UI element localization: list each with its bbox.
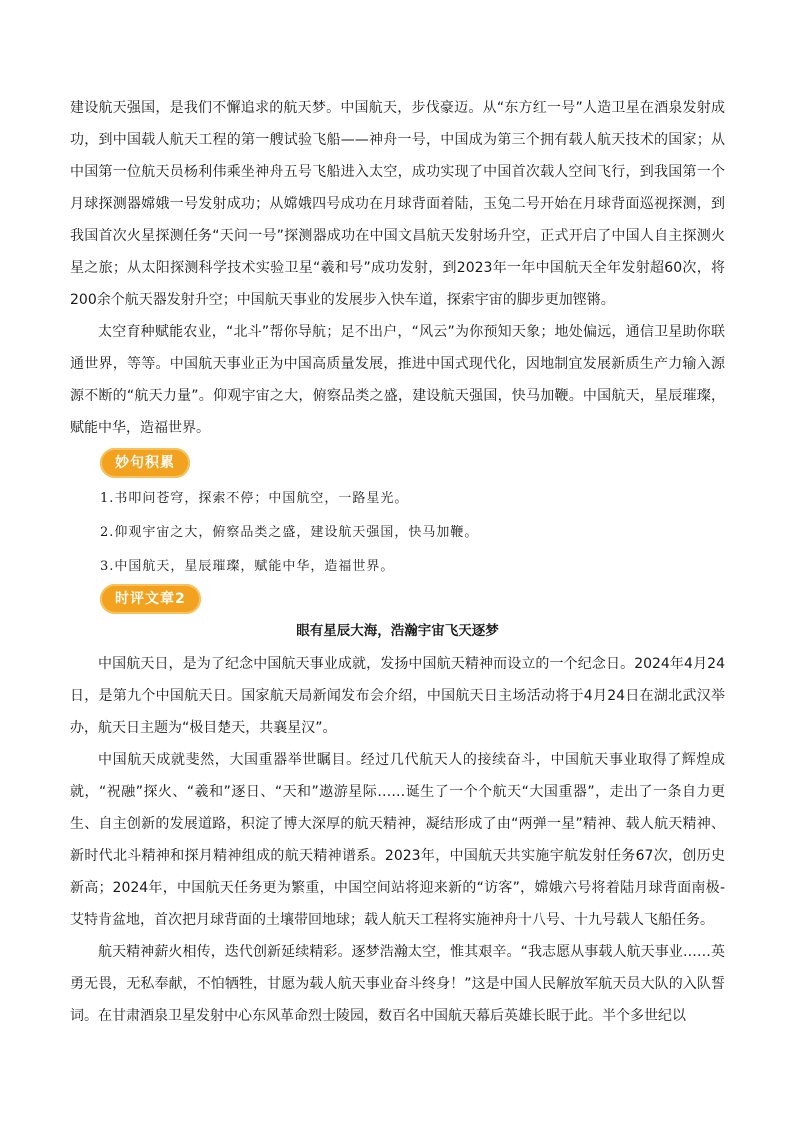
article-title: 眼有星辰大海，浩瀚宇宙飞天逐梦 — [296, 623, 499, 639]
section-badge-quotes: 妙句积累 — [100, 448, 190, 478]
paragraph-1: 建设航天强国，是我们不懈追求的航天梦。中国航天，步伐豪迈。从“东方红一号”人造卫星在酒泉发射成功，到中国载人航天工程的第一艘试验飞船——神舟一号，中国成为第三个拥有载人航天技术的国家；从中国第一位航天员杨利伟乘坐神舟五号飞船进入太空，成功实现了中国首次载人空间飞行，到我国第一个月球探测器嫦娥一号发射成功；从嫦娥四号成功在月球背面着陆，玉兔二号开始在月球背面巡视探测，到我国首次火星探测任务“天问一号”探测器成功在中国文昌航天发射场升空，正式开启了中国人自主探测火星之旅；从太阳探测科学技术实验卫星“羲和号”成功发射，到2023年一年中国航天全年发射超60次，将200余个航天器发射升空；中国航天事业的发展步入快车道，探索宇宙的脚步更加铿锵。 — [70, 100, 725, 308]
quote-item-2: 2.仰观宇宙之大，俯察品类之盛，建设航天强国，快马加鞭。 — [100, 525, 479, 540]
document-content — [70, 92, 725, 1032]
article-paragraph-2: 中国航天成就斐然，大国重器举世瞩目。经过几代航天人的接续奋斗，中国航天事业取得了辉煌成就，“祝融”探火、“羲和”逐日、“天和”遨游星际……诞生了一个个航天“大国重器”，走出了一条自力更生、自主创新的发展道路，积淀了博大深厚的航天精神，凝结形成了由“两弹一星”精神、载人航天精神、新时代北斗精神和探月精神组成的航天精神谱系。2023年，中国航天共实施宇航发射任务67次，创历史新高；2024年，中国航天任务更为繁重，中国空间站将迎来新的“访客”，嫦娥六号将着陆月球背面南极-艾特肯盆地，首次把月球背面的土壤带回地球；载人航天工程将实施神舟十八号、十九号载人飞船任务。 — [70, 752, 725, 928]
article-paragraph-3: 航天精神薪火相传，迭代创新延续精彩。逐梦浩瀚太空，惟其艰辛。“我志愿从事载人航天事业……英勇无畏，无私奉献，不怕牺牲，甘愿为载人航天事业奋斗终身！”这是中国人民解放军航天员大队的入队誓词。在甘肃酒泉卫星发射中心东风革命烈士陵园，数百名中国航天幕后英雄长眠于此。半个多世纪以 — [70, 944, 725, 1024]
quote-item-3: 3.中国航天，星辰璀璨，赋能中华，造福世界。 — [100, 559, 395, 574]
quote-item-1: 1.书叩问苍穹，探索不停；中国航空，一路星光。 — [100, 491, 409, 506]
paragraph-2: 太空育种赋能农业，“北斗”帮你导航；足不出户，“风云”为你预知天象；地处偏远，通信卫星助你联通世界，等等。中国航天事业正为中国高质量发展，推进中国式现代化，因地制宜发展新质生产力输入源源不断的“航天力量”。仰观宇宙之大，俯察品类之盛，建设航天强国，快马加鞭。中国航天，星辰璀璨，赋能中华，造福世界。 — [70, 324, 725, 436]
article-paragraph-1: 中国航天日，是为了纪念中国航天事业成就，发扬中国航天精神而设立的一个纪念日。2024年4月24日，是第九个中国航天日。国家航天局新闻发布会介绍，中国航天日主场活动将于4月24日在湖北武汉举办，航天日主题为“极目楚天，共襄星汉”。 — [70, 656, 725, 736]
section-badge-article2: 时评文章2 — [100, 584, 201, 614]
